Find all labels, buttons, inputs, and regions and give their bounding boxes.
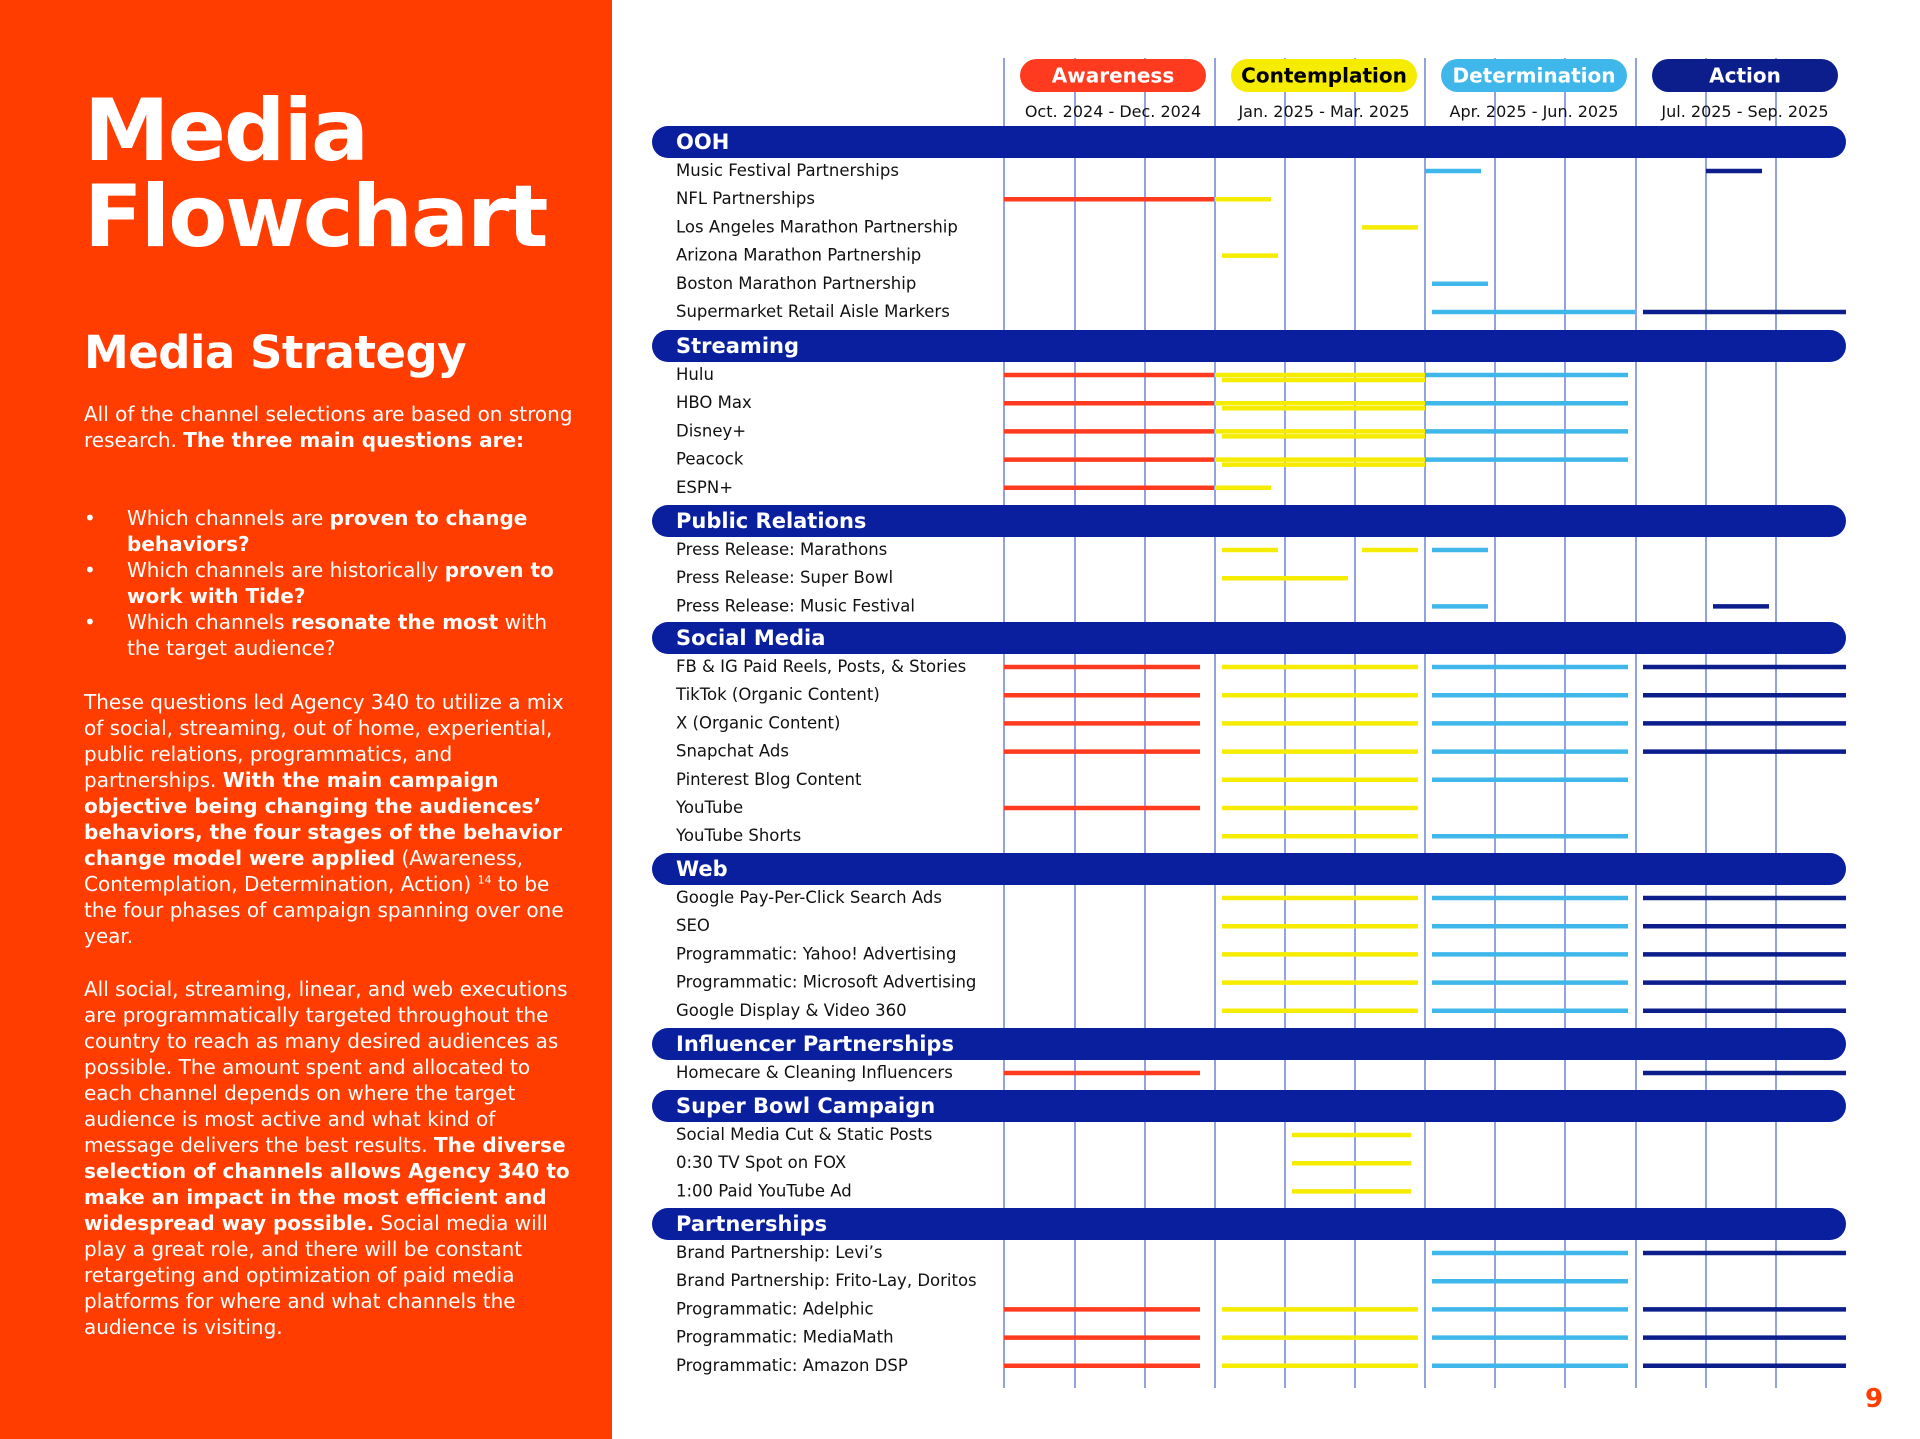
category-label: Social Media [676, 626, 826, 650]
chart-row [676, 365, 1628, 384]
row-label: Arizona Marathon Partnership [676, 245, 922, 265]
chart-row [676, 944, 1846, 963]
row-label: FB & IG Paid Reels, Posts, & Stories [676, 657, 967, 676]
chart-row [676, 1328, 1846, 1347]
phase-label: Action [1709, 63, 1781, 88]
category-label: Public Relations [676, 509, 867, 533]
chart-row [676, 596, 1769, 615]
chart-row [676, 973, 1846, 992]
row-label: Programmatic: Microsoft Advertising [676, 972, 977, 992]
category-group [652, 622, 1846, 845]
section-heading: Media Strategy [84, 326, 467, 379]
question-bold-text: proven to work with Tide? [127, 558, 554, 608]
row-label: Programmatic: Yahoo! Advertising [676, 944, 957, 964]
chart-row [676, 1125, 1411, 1144]
category-label: Web [676, 857, 728, 881]
row-label: NFL Partnerships [676, 189, 815, 209]
row-label: Google Pay-Per-Click Search Ads [676, 888, 942, 907]
chart-row [676, 1001, 1846, 1020]
row-label: Social Media Cut & Static Posts [676, 1125, 933, 1144]
category-bar [652, 1208, 1846, 1240]
question-text: Which channels [127, 610, 291, 634]
chart-row [676, 1063, 1846, 1082]
row-label: X (Organic Content) [676, 713, 841, 733]
row-label: Programmatic: Amazon DSP [676, 1355, 908, 1375]
title-line-2: Flowchart [84, 167, 547, 267]
row-label: Snapchat Ads [676, 741, 789, 761]
row-label: Press Release: Marathons [676, 540, 888, 559]
row-label: Homecare & Cleaning Influencers [676, 1063, 953, 1082]
chart-row [676, 246, 1278, 265]
paragraph-bold-text: With the main campaign objective being changing the audiences’ behaviors, the four stages of the behavior change model were applied [84, 768, 562, 870]
chart-row [676, 274, 1488, 293]
chart-row [676, 916, 1846, 935]
row-label: Boston Marathon Partnership [676, 273, 917, 293]
chart-row [676, 450, 1628, 469]
chart-row [676, 568, 1348, 587]
question-bold-text: resonate the most [290, 610, 499, 634]
category-bar [652, 622, 1846, 654]
chart-row [676, 1299, 1846, 1318]
row-label: Brand Partnership: Levi’s [676, 1243, 883, 1262]
paragraph-bold-text: The diverse selection of channels allows Agency 340 to make an impact in the most efficient and widespread way possible. [84, 1133, 570, 1235]
page-number: 9 [1865, 1384, 1884, 1414]
row-label: YouTube [676, 798, 744, 817]
phase-label: Awareness [1051, 63, 1175, 88]
category-bar [652, 126, 1846, 158]
phase-date-range: Apr. 2025 - Jun. 2025 [1449, 102, 1619, 121]
chart-row [676, 742, 1846, 761]
chart-row [676, 888, 1846, 907]
category-group [652, 505, 1846, 615]
paragraph-text: Social media will play a great role, and there will be constant retargeting and optimization of paid media platforms for where and what channels the audience is visiting. [84, 1211, 548, 1339]
phase-label: Contemplation [1241, 63, 1407, 88]
category-group [652, 126, 1846, 321]
chart-row [676, 189, 1271, 208]
phase-label: Determination [1452, 63, 1616, 88]
row-label: Disney+ [676, 421, 747, 441]
paragraph-text: (Awareness, Contemplation, Determination, Action) [84, 846, 524, 896]
chart-row [676, 302, 1846, 321]
row-label: ESPN+ [676, 477, 734, 497]
category-label: OOH [676, 130, 730, 154]
chart-row [676, 657, 1846, 676]
row-label: 1:00 Paid YouTube Ad [676, 1181, 852, 1201]
question-text-end: with the target audience? [127, 610, 548, 660]
row-label: 0:30 TV Spot on FOX [676, 1153, 847, 1173]
chart-row [676, 161, 1762, 180]
row-label: HBO Max [676, 393, 752, 413]
chart-row [675, 798, 1418, 817]
chart-row [676, 217, 1418, 236]
chart-row [676, 393, 1628, 412]
intro-bold-text: The three main questions are: [183, 428, 525, 452]
phase-date-range: Jul. 2025 - Sep. 2025 [1661, 102, 1829, 121]
category-group [652, 1090, 1846, 1200]
footnote-ref: 14 [477, 873, 492, 887]
row-label: Pinterest Blog Content [676, 769, 862, 789]
chart-row [675, 826, 1628, 845]
category-label: Streaming [676, 334, 799, 358]
row-label: TikTok (Organic Content) [676, 685, 880, 705]
chart-row [676, 478, 1271, 497]
chart-row [676, 1243, 1846, 1262]
row-label: Google Display & Video 360 [676, 1000, 907, 1020]
paragraph-text: All social, streaming, linear, and web executions are programmatically targeted throughout the country to reach as many desired audiences as possible. The amount spent and allocated to each channel depends on where the target audience is most active and what kind of message delivers the best results. [84, 977, 568, 1157]
category-bar [652, 853, 1846, 885]
chart-row [675, 685, 1846, 704]
phase-date-range: Jan. 2025 - Mar. 2025 [1238, 102, 1410, 121]
paragraph-text: These questions led Agency 340 to utilize a mix of social, streaming, out of home, experiential, public relations, programmatics, and partnerships. [84, 690, 564, 792]
row-label: Press Release: Music Festival [676, 596, 915, 616]
chart-row [676, 540, 1488, 559]
paragraph-text: to be the four phases of campaign spanning over one year. [84, 872, 564, 948]
chart-row [676, 1153, 1411, 1172]
question-text: Which channels are [127, 506, 330, 530]
row-label: Peacock [676, 449, 744, 469]
row-label: Brand Partnership: Frito-Lay, Doritos [676, 1271, 977, 1291]
chart-row [676, 421, 1628, 440]
category-label: Partnerships [676, 1212, 828, 1236]
chart-row [676, 770, 1628, 789]
question-text: Which channels are historically [127, 558, 445, 582]
category-label: Influencer Partnerships [676, 1032, 954, 1056]
row-label: Programmatic: MediaMath [676, 1327, 894, 1347]
chart-row [676, 1271, 1628, 1290]
row-label: Programmatic: Adelphic [676, 1299, 874, 1319]
category-group [652, 1208, 1846, 1375]
category-group [652, 330, 1846, 497]
title-line-1: Media [84, 81, 367, 181]
chart-row [676, 1181, 1411, 1200]
row-label: Supermarket Retail Aisle Markers [676, 302, 950, 321]
chart-row [676, 713, 1846, 732]
row-label: Music Festival Partnerships [676, 161, 899, 180]
category-bar [652, 330, 1846, 362]
question-bold-text: proven to change behaviors? [127, 506, 528, 556]
category-label: Super Bowl Campaign [676, 1094, 936, 1118]
category-group [652, 1028, 1846, 1082]
row-label: YouTube Shorts [676, 826, 802, 846]
category-group [652, 853, 1846, 1020]
intro-text: All of the channel selections are based on strong research. [84, 402, 573, 452]
row-label: Hulu [676, 365, 714, 384]
row-label: Los Angeles Marathon Partnership [676, 217, 958, 237]
chart-row [676, 1356, 1846, 1375]
row-label: Press Release: Super Bowl [676, 568, 894, 588]
row-label: SEO [676, 916, 710, 936]
phase-date-range: Oct. 2024 - Dec. 2024 [1024, 102, 1202, 121]
